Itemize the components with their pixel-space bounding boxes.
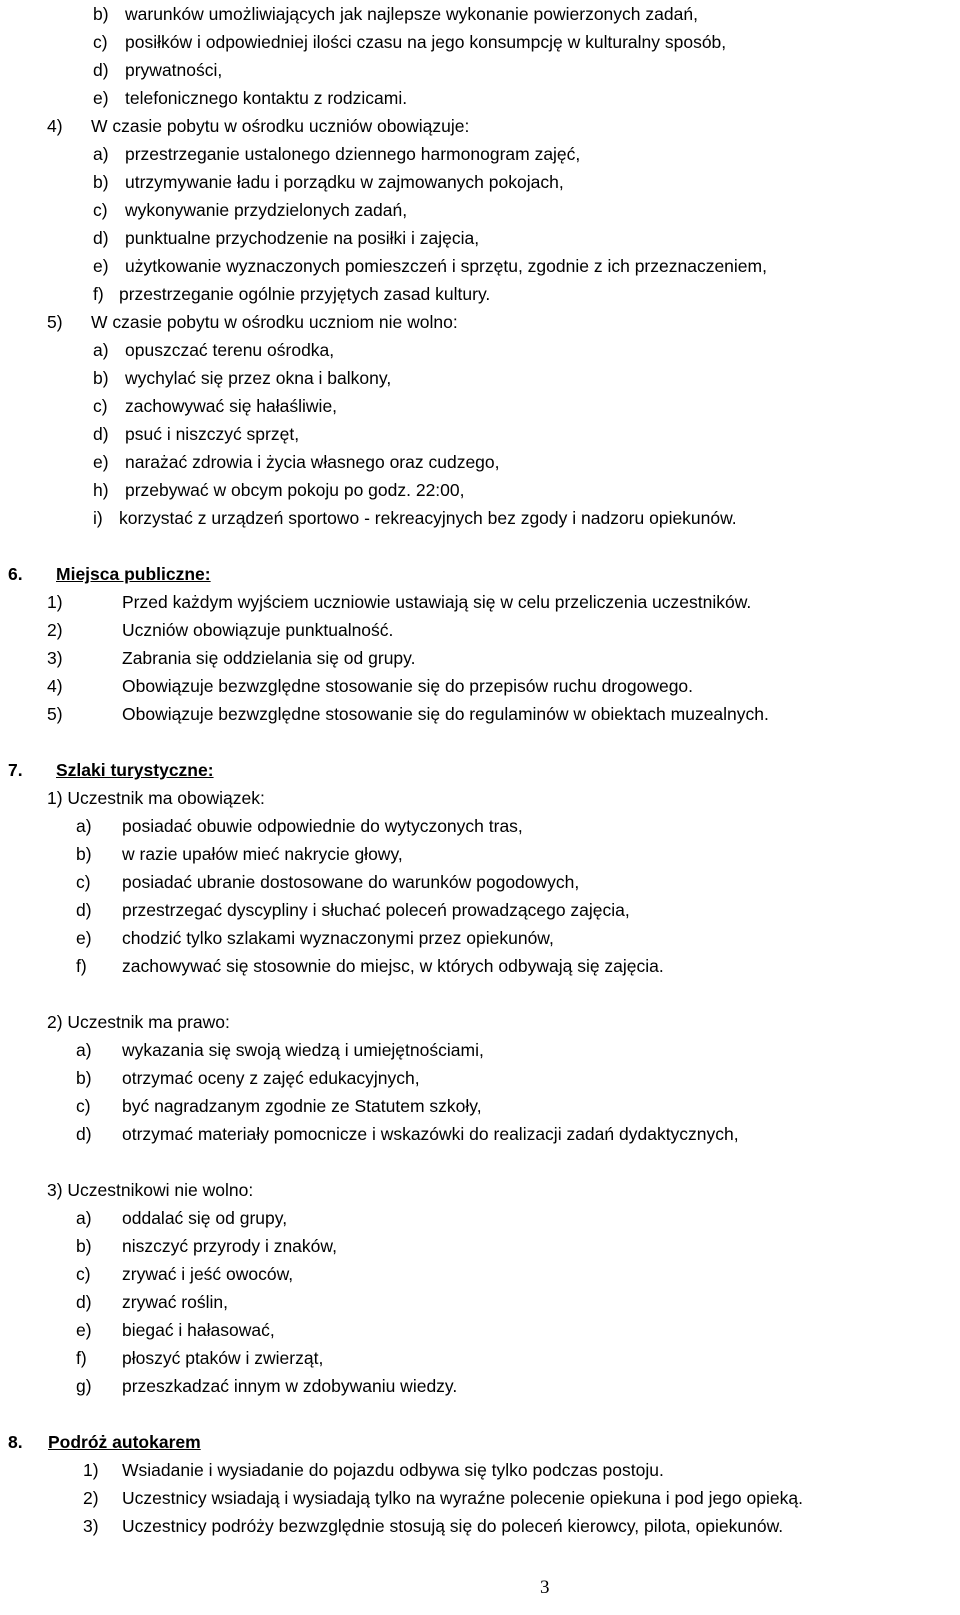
list-item-text: przestrzeganie ustalonego dziennego harmonogram zajęć, [125, 144, 581, 164]
list-item-text: Uczestnicy wsiadają i wysiadają tylko na wyraźne polecenie opiekuna i pod jego opieką. [122, 1488, 803, 1508]
list-item-text: przebywać w obcym pokoju po godz. 22:00, [125, 480, 465, 500]
list-marker: b) [76, 844, 92, 864]
list-item-text: przeszkadzać innym w zdobywaniu wiedzy. [122, 1376, 458, 1396]
list-item-text: otrzymać materiały pomocnicze i wskazówki do realizacji zadań dydaktycznych, [122, 1124, 739, 1144]
list-marker: 1) [83, 1460, 99, 1480]
list-marker: a) [93, 340, 109, 360]
list-item-text: posiadać ubranie dostosowane do warunków pogodowych, [122, 872, 580, 892]
list-marker: e) [76, 928, 92, 948]
list-item-text: warunków umożliwiających jak najlepsze wykonanie powierzonych zadań, [125, 4, 698, 24]
list-item-text: posiłków i odpowiedniej ilości czasu na jego konsumpcję w kulturalny sposób, [125, 32, 727, 52]
paragraph-marker: 4) [47, 116, 63, 136]
list-item-text: przestrzegać dyscypliny i słuchać poleceń prowadzącego zajęcia, [122, 900, 630, 920]
list-item-text: punktualne przychodzenie na posiłki i zajęcia, [125, 228, 480, 248]
list-marker: c) [76, 872, 91, 892]
list-marker: a) [93, 144, 109, 164]
list-marker: b) [93, 368, 109, 388]
section-number: 6. [8, 564, 23, 584]
section-title: Miejsca publiczne: [56, 564, 211, 584]
list-marker: c) [76, 1096, 91, 1116]
paragraph-text: W czasie pobytu w ośrodku uczniów obowiązuje: [91, 116, 470, 136]
list-item-text: być nagradzanym zgodnie ze Statutem szkoły, [122, 1096, 482, 1116]
list-item-text: otrzymać oceny z zajęć edukacyjnych, [122, 1068, 420, 1088]
list-marker: c) [76, 1264, 91, 1284]
list-item-text: posiadać obuwie odpowiednie do wytyczonych tras, [122, 816, 523, 836]
list-item-text: prywatności, [125, 60, 223, 80]
list-marker: 1) [47, 592, 63, 612]
list-item-text: w razie upałów mieć nakrycie głowy, [122, 844, 403, 864]
list-item-text: chodzić tylko szlakami wyznaczonymi przez opiekunów, [122, 928, 554, 948]
list-marker: d) [76, 900, 92, 920]
subsection-heading: 3) Uczestnikowi nie wolno: [47, 1180, 254, 1200]
list-item-text: płoszyć ptaków i zwierząt, [122, 1348, 324, 1368]
list-item-text: utrzymywanie ładu i porządku w zajmowanych pokojach, [125, 172, 564, 192]
page-number: 3 [540, 1577, 550, 1598]
list-item-text: niszczyć przyrody i znaków, [122, 1236, 337, 1256]
list-marker: c) [93, 32, 108, 52]
list-item-text: Obowiązuje bezwzględne stosowanie się do regulaminów w obiektach muzealnych. [122, 704, 769, 724]
list-marker: 3) [47, 648, 63, 668]
list-item-text: wykazania się swoją wiedzą i umiejętnościami, [122, 1040, 484, 1060]
list-marker: g) [76, 1376, 92, 1396]
list-marker: i) [93, 508, 103, 528]
list-marker: e) [93, 88, 109, 108]
list-marker: d) [76, 1124, 92, 1144]
list-marker: a) [76, 1040, 92, 1060]
list-item-text: zrywać i jeść owoców, [122, 1264, 294, 1284]
list-item-text: opuszczać terenu ośrodka, [125, 340, 335, 360]
list-marker: a) [76, 816, 92, 836]
section-number: 7. [8, 760, 23, 780]
list-marker: 3) [83, 1516, 99, 1536]
paragraph-marker: 5) [47, 312, 63, 332]
list-item-text: Uczniów obowiązuje punktualność. [122, 620, 394, 640]
list-item-text: narażać zdrowia i życia własnego oraz cudzego, [125, 452, 500, 472]
list-item-text: telefonicznego kontaktu z rodzicami. [125, 88, 408, 108]
list-item-text: biegać i hałasować, [122, 1320, 275, 1340]
list-item-text: zachowywać się hałaśliwie, [125, 396, 338, 416]
list-item-text: przestrzeganie ogólnie przyjętych zasad kultury. [119, 284, 491, 304]
list-item-text: Przed każdym wyjściem uczniowie ustawiają się w celu przeliczenia uczestników. [122, 592, 752, 612]
section-number: 8. [8, 1432, 23, 1452]
list-marker: e) [93, 452, 109, 472]
list-item-text: Uczestnicy podróży bezwzględnie stosują się do poleceń kierowcy, pilota, opiekunów. [122, 1516, 784, 1536]
list-item-text: użytkowanie wyznaczonych pomieszczeń i sprzętu, zgodnie z ich przeznaczeniem, [125, 256, 767, 276]
list-item-text: Zabrania się oddzielania się od grupy. [122, 648, 416, 668]
list-marker: a) [76, 1208, 92, 1228]
section-title: Podróż autokarem [48, 1432, 201, 1452]
list-item-text: zachowywać się stosownie do miejsc, w których odbywają się zajęcia. [122, 956, 664, 976]
list-marker: e) [76, 1320, 92, 1340]
list-marker: b) [76, 1236, 92, 1256]
list-marker: f) [93, 284, 104, 304]
subsection-heading: 1) Uczestnik ma obowiązek: [47, 788, 265, 808]
list-marker: b) [76, 1068, 92, 1088]
paragraph-text: W czasie pobytu w ośrodku uczniom nie wolno: [91, 312, 458, 332]
list-item-text: psuć i niszczyć sprzęt, [125, 424, 300, 444]
list-item-text: zrywać roślin, [122, 1292, 228, 1312]
list-marker: 5) [47, 704, 63, 724]
list-marker: 4) [47, 676, 63, 696]
list-item-text: korzystać z urządzeń sportowo - rekreacyjnych bez zgody i nadzoru opiekunów. [119, 508, 737, 528]
list-marker: d) [93, 424, 109, 444]
list-item-text: wykonywanie przydzielonych zadań, [125, 200, 408, 220]
list-marker: f) [76, 956, 87, 976]
list-marker: 2) [83, 1488, 99, 1508]
section-title: Szlaki turystyczne: [56, 760, 214, 780]
list-item-text: wychylać się przez okna i balkony, [125, 368, 392, 388]
list-item-text: oddalać się od grupy, [122, 1208, 288, 1228]
list-marker: h) [93, 480, 109, 500]
list-item-text: Obowiązuje bezwzględne stosowanie się do przepisów ruchu drogowego. [122, 676, 694, 696]
list-marker: d) [76, 1292, 92, 1312]
list-marker: b) [93, 4, 109, 24]
list-item-text: Wsiadanie i wysiadanie do pojazdu odbywa się tylko podczas postoju. [122, 1460, 664, 1480]
list-marker: d) [93, 228, 109, 248]
list-marker: d) [93, 60, 109, 80]
list-marker: f) [76, 1348, 87, 1368]
list-marker: b) [93, 172, 109, 192]
list-marker: 2) [47, 620, 63, 640]
list-marker: c) [93, 200, 108, 220]
subsection-heading: 2) Uczestnik ma prawo: [47, 1012, 230, 1032]
list-marker: c) [93, 396, 108, 416]
list-marker: e) [93, 256, 109, 276]
